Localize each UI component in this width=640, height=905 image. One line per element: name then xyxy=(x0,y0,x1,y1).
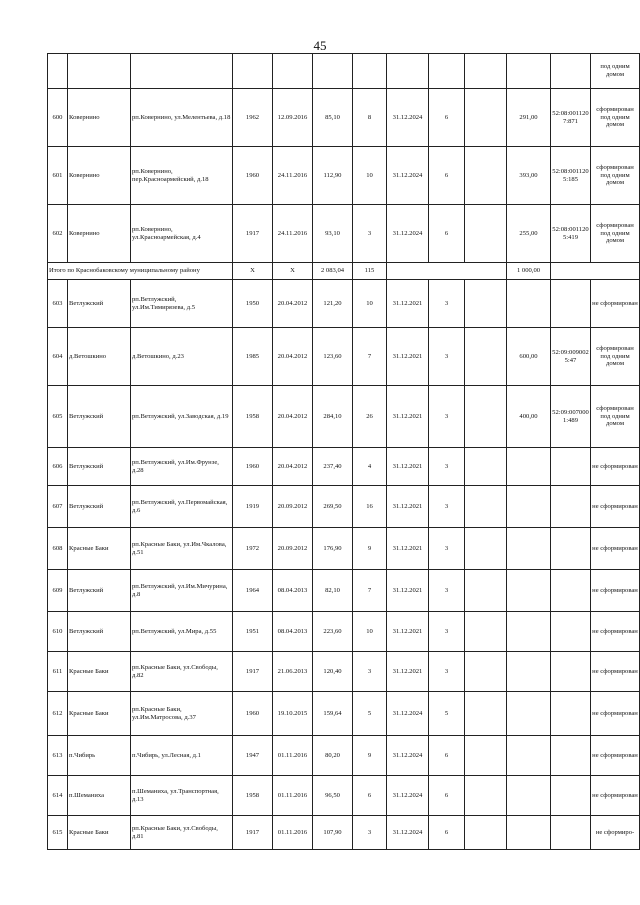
count-cell: 9 xyxy=(353,528,387,570)
deadline-cell: 31.12.2021 xyxy=(387,652,429,692)
cadastral-cell xyxy=(551,486,591,528)
empty-cell xyxy=(465,776,507,816)
status-cell: сформирован под одним домом xyxy=(591,386,640,448)
number-cell: 607 xyxy=(48,486,68,528)
status-cell: не сформирован xyxy=(591,570,640,612)
stage-cell: 3 xyxy=(429,280,465,328)
deadline-cell: 31.12.2024 xyxy=(387,816,429,850)
status-cell: не сформирован xyxy=(591,280,640,328)
table-row xyxy=(48,736,640,776)
date-cell: 19.10.2015 xyxy=(273,692,313,736)
table-body xyxy=(48,54,640,850)
date-cell: 08.04.2013 xyxy=(273,570,313,612)
address-cell: д.Ветошкино, д.23 xyxy=(131,328,233,386)
number-cell: 609 xyxy=(48,570,68,612)
table-row xyxy=(48,652,640,692)
area-cell: 121,20 xyxy=(313,280,353,328)
number-cell: 602 xyxy=(48,205,68,263)
date-cell: 20.04.2012 xyxy=(273,448,313,486)
total-count-cell: 115 xyxy=(353,263,387,280)
count-cell: 3 xyxy=(353,205,387,263)
number-cell: 613 xyxy=(48,736,68,776)
total-date-cell: X xyxy=(273,263,313,280)
deadline-cell: 31.12.2021 xyxy=(387,328,429,386)
cadastral-cell xyxy=(551,570,591,612)
housing-register-table xyxy=(47,53,640,850)
cadastral-cell xyxy=(551,528,591,570)
deadline-cell: 31.12.2024 xyxy=(387,205,429,263)
status-cell: не сформиро- xyxy=(591,816,640,850)
empty-cell xyxy=(465,528,507,570)
funds-cell xyxy=(507,570,551,612)
number-cell: 615 xyxy=(48,816,68,850)
deadline-cell: 31.12.2021 xyxy=(387,280,429,328)
count-cell: 26 xyxy=(353,386,387,448)
status-cell: не сформирован xyxy=(591,612,640,652)
area-cell: 107,90 xyxy=(313,816,353,850)
count-cell: 6 xyxy=(353,776,387,816)
funds-cell: 255,00 xyxy=(507,205,551,263)
address-cell: рп.Ветлужский, ул.Заводская, д.19 xyxy=(131,386,233,448)
deadline-cell: 31.12.2024 xyxy=(387,776,429,816)
status-cell: не сформирован xyxy=(591,736,640,776)
stage-cell: 6 xyxy=(429,147,465,205)
number-cell: 612 xyxy=(48,692,68,736)
funds-cell xyxy=(507,692,551,736)
total-label: Итого по Краснобаковскому муниципальному району xyxy=(48,263,233,280)
deadline-cell: 31.12.2021 xyxy=(387,612,429,652)
count-cell: 9 xyxy=(353,736,387,776)
funds-cell: 600,00 xyxy=(507,328,551,386)
area-cell: 159,64 xyxy=(313,692,353,736)
status-cell: сформирован под одним домом xyxy=(591,205,640,263)
settlement-cell: Красные Баки xyxy=(68,652,131,692)
date-cell: 08.04.2013 xyxy=(273,612,313,652)
stage-cell: 3 xyxy=(429,386,465,448)
funds-cell: 393,00 xyxy=(507,147,551,205)
table-row xyxy=(48,486,640,528)
cadastral-cell xyxy=(551,652,591,692)
empty-cell xyxy=(465,486,507,528)
cadastral-cell xyxy=(551,612,591,652)
funds-cell xyxy=(507,776,551,816)
page-number: 45 xyxy=(313,38,327,53)
count-cell: 3 xyxy=(353,652,387,692)
address-cell: рп.Ветлужский, ул.Им.Тимирязева, д.5 xyxy=(131,280,233,328)
funds-cell xyxy=(507,528,551,570)
cadastral-cell: 52:09:0090025:47 xyxy=(551,328,591,386)
area-cell: 123,60 xyxy=(313,328,353,386)
date-cell: 12.09.2016 xyxy=(273,89,313,147)
empty-cell xyxy=(465,205,507,263)
empty-cell xyxy=(465,89,507,147)
status-cell: не сформирован xyxy=(591,528,640,570)
funds-cell: 400,00 xyxy=(507,386,551,448)
empty-cell xyxy=(465,570,507,612)
settlement-cell: Ветлужский xyxy=(68,386,131,448)
number-cell: 608 xyxy=(48,528,68,570)
area-cell: 223,60 xyxy=(313,612,353,652)
count-cell: 7 xyxy=(353,570,387,612)
cadastral-cell xyxy=(551,280,591,328)
number-cell: 604 xyxy=(48,328,68,386)
count-cell: 10 xyxy=(353,280,387,328)
funds-cell xyxy=(507,448,551,486)
area-cell: 284,10 xyxy=(313,386,353,448)
total-empty-cell xyxy=(551,263,640,280)
year-cell: 1951 xyxy=(233,612,273,652)
number-cell: 614 xyxy=(48,776,68,816)
empty-cell xyxy=(465,736,507,776)
address-cell: рп.Красные Баки, ул.Свободы, д.81 xyxy=(131,816,233,850)
date-cell: 21.06.2013 xyxy=(273,652,313,692)
cadastral-cell: 52:09:0070001:489 xyxy=(551,386,591,448)
year-cell: 1917 xyxy=(233,816,273,850)
empty-cell xyxy=(465,328,507,386)
empty-cell xyxy=(465,448,507,486)
table-row xyxy=(48,612,640,652)
settlement-cell: Ковернино xyxy=(68,89,131,147)
address-cell: рп.Ковернино, пер.Красноармейский, д.18 xyxy=(131,147,233,205)
area-cell: 120,40 xyxy=(313,652,353,692)
address-cell: рп.Ветлужский, ул.Им.Фрунзе, д.28 xyxy=(131,448,233,486)
table-row xyxy=(48,328,640,386)
date-cell: 20.09.2012 xyxy=(273,486,313,528)
year-cell: 1947 xyxy=(233,736,273,776)
table-row xyxy=(48,448,640,486)
funds-cell xyxy=(507,652,551,692)
funds-cell xyxy=(507,816,551,850)
empty-cell xyxy=(465,280,507,328)
address-cell: рп.Ковернино, ул.Красноармейская, д.4 xyxy=(131,205,233,263)
date-cell: 20.09.2012 xyxy=(273,528,313,570)
table-row xyxy=(48,776,640,816)
funds-cell: 291,00 xyxy=(507,89,551,147)
number-cell: 606 xyxy=(48,448,68,486)
count-cell: 10 xyxy=(353,147,387,205)
deadline-cell: 31.12.2021 xyxy=(387,486,429,528)
area-cell: 176,90 xyxy=(313,528,353,570)
cadastral-cell: 52:08:0011205:419 xyxy=(551,205,591,263)
number-cell: 600 xyxy=(48,89,68,147)
funds-cell xyxy=(507,612,551,652)
count-cell: 8 xyxy=(353,89,387,147)
settlement-cell: Ветлужский xyxy=(68,448,131,486)
year-cell: 1964 xyxy=(233,570,273,612)
number-cell: 611 xyxy=(48,652,68,692)
stage-cell: 3 xyxy=(429,448,465,486)
table-row xyxy=(48,528,640,570)
table-row xyxy=(48,692,640,736)
status-cell: не сформирован xyxy=(591,652,640,692)
date-cell: 24.11.2016 xyxy=(273,147,313,205)
date-cell: 01.11.2016 xyxy=(273,816,313,850)
stage-cell: 6 xyxy=(429,736,465,776)
funds-cell xyxy=(507,280,551,328)
empty-cell xyxy=(465,652,507,692)
settlement-cell: Ветлужский xyxy=(68,570,131,612)
stage-cell: 3 xyxy=(429,570,465,612)
empty-cell xyxy=(465,612,507,652)
table-row xyxy=(48,386,640,448)
status-cell: не сформирован xyxy=(591,448,640,486)
table-row xyxy=(48,89,640,147)
address-cell: рп.Красные Баки, ул.Им.Чкалова, д.51 xyxy=(131,528,233,570)
cadastral-cell: 52:08:0011207:871 xyxy=(551,89,591,147)
count-cell: 7 xyxy=(353,328,387,386)
area-cell: 93,10 xyxy=(313,205,353,263)
status-cell: сформирован под одним домом xyxy=(591,147,640,205)
settlement-cell: Красные Баки xyxy=(68,528,131,570)
total-year-cell: X xyxy=(233,263,273,280)
settlement-cell: Ковернино xyxy=(68,205,131,263)
table-row xyxy=(48,816,640,850)
year-cell: 1917 xyxy=(233,205,273,263)
deadline-cell: 31.12.2024 xyxy=(387,692,429,736)
area-cell: 269,50 xyxy=(313,486,353,528)
year-cell: 1958 xyxy=(233,776,273,816)
total-funds-cell: 1 000,00 xyxy=(507,263,551,280)
settlement-cell: Ветлужский xyxy=(68,280,131,328)
cadastral-cell xyxy=(551,816,591,850)
address-cell: п.Чибирь, ул.Лесная, д.1 xyxy=(131,736,233,776)
area-cell: 96,50 xyxy=(313,776,353,816)
date-cell: 24.11.2016 xyxy=(273,205,313,263)
table-row xyxy=(48,147,640,205)
date-cell: 20.04.2012 xyxy=(273,328,313,386)
count-cell: 3 xyxy=(353,816,387,850)
stage-cell: 6 xyxy=(429,816,465,850)
stage-cell: 3 xyxy=(429,486,465,528)
year-cell: 1919 xyxy=(233,486,273,528)
date-cell: 01.11.2016 xyxy=(273,736,313,776)
status-cell: не сформирован xyxy=(591,692,640,736)
number-cell: 605 xyxy=(48,386,68,448)
stage-cell: 5 xyxy=(429,692,465,736)
settlement-cell: д.Ветошкино xyxy=(68,328,131,386)
count-cell: 10 xyxy=(353,612,387,652)
deadline-cell: 31.12.2024 xyxy=(387,89,429,147)
count-cell: 4 xyxy=(353,448,387,486)
year-cell: 1960 xyxy=(233,448,273,486)
area-cell: 85,10 xyxy=(313,89,353,147)
address-cell: рп.Ковернино, ул.Мелентьева, д.18 xyxy=(131,89,233,147)
year-cell: 1960 xyxy=(233,147,273,205)
area-cell: 80,20 xyxy=(313,736,353,776)
status-cell: не сформирован xyxy=(591,486,640,528)
address-cell: рп.Красные Баки, ул.Им.Матросова, д.37 xyxy=(131,692,233,736)
settlement-cell: Красные Баки xyxy=(68,816,131,850)
stage-cell: 3 xyxy=(429,328,465,386)
year-cell: 1917 xyxy=(233,652,273,692)
cadastral-cell xyxy=(551,448,591,486)
table-row-continuation xyxy=(48,54,640,89)
settlement-cell: Красные Баки xyxy=(68,692,131,736)
total-area-cell: 2 083,04 xyxy=(313,263,353,280)
area-cell: 112,90 xyxy=(313,147,353,205)
deadline-cell: 31.12.2021 xyxy=(387,570,429,612)
table-row xyxy=(48,205,640,263)
stage-cell: 6 xyxy=(429,776,465,816)
cadastral-cell: 52:08:0011205:185 xyxy=(551,147,591,205)
year-cell: 1960 xyxy=(233,692,273,736)
address-cell: рп.Ветлужский, ул.Им.Мичурина, д.8 xyxy=(131,570,233,612)
count-cell: 5 xyxy=(353,692,387,736)
cadastral-cell xyxy=(551,776,591,816)
number-cell: 610 xyxy=(48,612,68,652)
cadastral-cell xyxy=(551,692,591,736)
status-cell: под одним домом xyxy=(591,54,640,89)
settlement-cell: Ветлужский xyxy=(68,612,131,652)
status-cell: сформирован под одним домом xyxy=(591,328,640,386)
year-cell: 1972 xyxy=(233,528,273,570)
count-cell: 16 xyxy=(353,486,387,528)
settlement-cell: Ковернино xyxy=(68,147,131,205)
deadline-cell: 31.12.2021 xyxy=(387,528,429,570)
year-cell: 1950 xyxy=(233,280,273,328)
year-cell: 1962 xyxy=(233,89,273,147)
empty-cell xyxy=(465,816,507,850)
stage-cell: 3 xyxy=(429,652,465,692)
empty-cell xyxy=(465,386,507,448)
area-cell: 82,10 xyxy=(313,570,353,612)
date-cell: 01.11.2016 xyxy=(273,776,313,816)
year-cell: 1985 xyxy=(233,328,273,386)
settlement-cell: п.Чибирь xyxy=(68,736,131,776)
cadastral-cell xyxy=(551,736,591,776)
date-cell: 20.04.2012 xyxy=(273,386,313,448)
settlement-cell: Ветлужский xyxy=(68,486,131,528)
funds-cell xyxy=(507,736,551,776)
stage-cell: 6 xyxy=(429,205,465,263)
status-cell: сформирован под одним домом xyxy=(591,89,640,147)
settlement-cell: п.Шеманиха xyxy=(68,776,131,816)
total-row xyxy=(48,263,640,280)
address-cell: рп.Ветлужский, ул.Мира, д.55 xyxy=(131,612,233,652)
deadline-cell: 31.12.2021 xyxy=(387,448,429,486)
table-row xyxy=(48,570,640,612)
number-cell: 601 xyxy=(48,147,68,205)
stage-cell: 3 xyxy=(429,528,465,570)
table-row xyxy=(48,280,640,328)
deadline-cell: 31.12.2021 xyxy=(387,386,429,448)
total-empty-cell xyxy=(387,263,507,280)
deadline-cell: 31.12.2024 xyxy=(387,736,429,776)
stage-cell: 6 xyxy=(429,89,465,147)
number-cell: 603 xyxy=(48,280,68,328)
stage-cell: 3 xyxy=(429,612,465,652)
date-cell: 20.04.2012 xyxy=(273,280,313,328)
address-cell: п.Шеманиха, ул.Транспортная, д.13 xyxy=(131,776,233,816)
status-cell: не сформирован xyxy=(591,776,640,816)
funds-cell xyxy=(507,486,551,528)
year-cell: 1958 xyxy=(233,386,273,448)
address-cell: рп.Ветлужский, ул.Первомайская, д.6 xyxy=(131,486,233,528)
area-cell: 237,40 xyxy=(313,448,353,486)
address-cell: рп.Красные Баки, ул.Свободы, д.82 xyxy=(131,652,233,692)
deadline-cell: 31.12.2024 xyxy=(387,147,429,205)
empty-cell xyxy=(465,692,507,736)
empty-cell xyxy=(465,147,507,205)
